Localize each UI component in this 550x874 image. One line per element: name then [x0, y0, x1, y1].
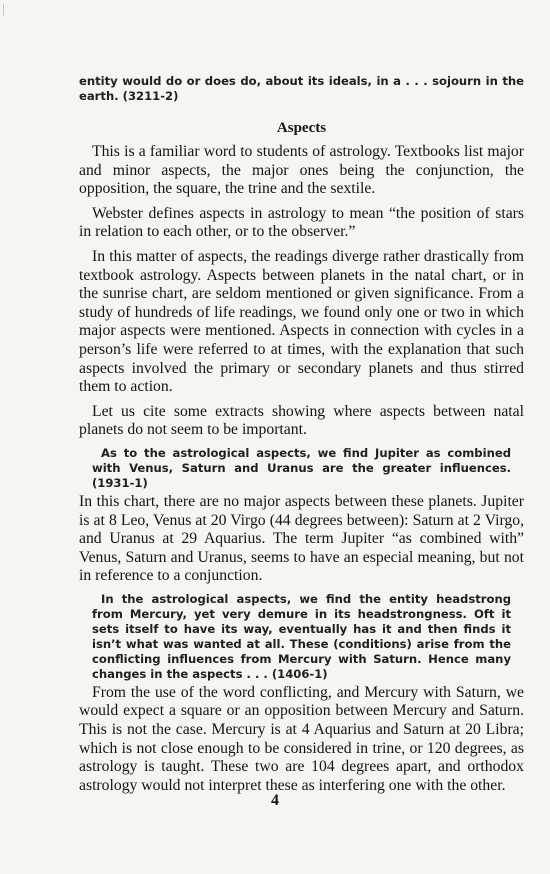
- paragraph-1: This is a familiar word to students of astrology. Textbooks list major and minor aspects, the major ones being the conjunction, the opposition, the square, the trine and the sextile.: [79, 143, 524, 198]
- quote-block-1: [79, 446, 524, 491]
- quote-1-text: As to the astrological aspects, we find Jupiter as combined with Venus, Saturn and Uranus are the greater influences. (1931-1): [92, 445, 511, 490]
- page-number: 4: [271, 792, 279, 809]
- paragraph-2: Webster defines aspects in astrology to mean “the position of stars in relation to each other, or to the observer.”: [79, 204, 524, 241]
- quote-2-text: In the astrological aspects, we find the entity headstrong from Mercury, yet very demure in its headstrongness. Oft it sets itself to have its way, eventually has it and then finds it isn’t what was wanted at all. These (conditions) arise from the conflicting influences from Mercury with Saturn. Hence many changes in the aspects . . . (1406-1): [92, 591, 511, 681]
- paragraph-4: Let us cite some extracts showing where aspects between natal planets do not seem to be important.: [79, 402, 524, 439]
- quote-block-2: [79, 592, 524, 682]
- section-heading: Aspects: [276, 120, 327, 136]
- scan-edge-mark: [3, 4, 16, 16]
- paragraph-3: In this matter of aspects, the readings diverge rather drastically from textbook astrology. Aspects between planets in the natal chart, or in the sunrise chart, are seldom mentioned or given significance. From a study of hundreds of life readings, we found only one or two in which major aspects were mentioned. Aspects in connection with cycles in a person’s life were referred to at times, with the explanation that such aspects involved the primary or secondary planets and thus stirred them to action.: [79, 247, 524, 396]
- opening-quote: entity would do or does do, about its ideals, in a . . . sojourn in the earth. (3211-2): [79, 74, 524, 103]
- paragraph-5: In this chart, there are no major aspects between these planets. Jupiter is at 8 Leo, Venus at 20 Virgo (44 degrees between): Saturn at 2 Virgo, and Uranus at 29 Aquarius. The term Jupiter “as combined with” Venus, Saturn and Uranus, seems to have an especial meaning, but not in reference to a conjunction.: [79, 492, 524, 585]
- paragraph-6: From the use of the word conflicting, and Mercury with Saturn, we would expect a square or an opposition between Mercury and Saturn. This is not the case. Mercury is at 4 Aquarius and Saturn at 20 Libra; which is not close enough to be considered in trine, or 120 degrees, as astrology is taught. These two are 104 degrees apart, and orthodox astrology would not interpret these as interfering one with the other.: [79, 683, 524, 794]
- main-text: [79, 143, 524, 795]
